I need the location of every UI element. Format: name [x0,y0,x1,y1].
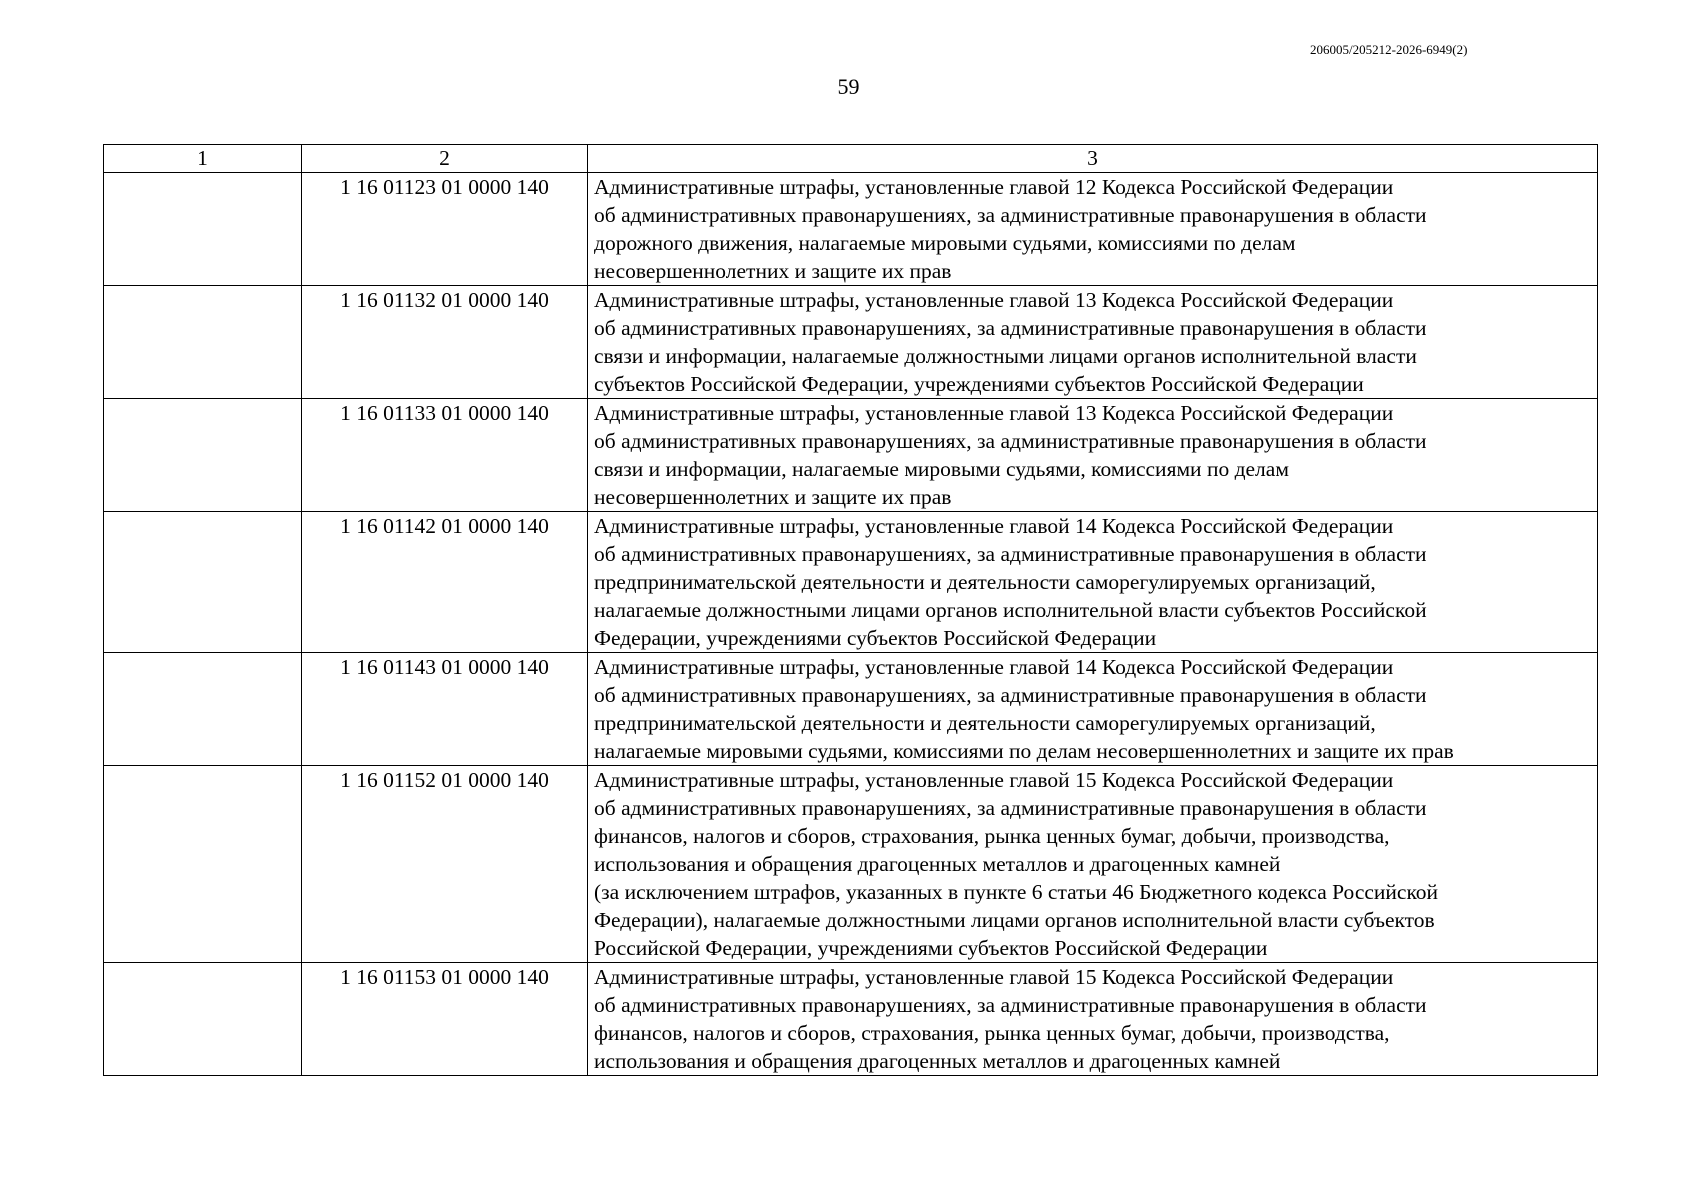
description-cell [588,653,1598,766]
budget-code-cell: 1 16 01142 01 0000 140 [302,512,588,653]
description-line: дорожного движения, налагаемые мировыми судьями, комиссиями по делам [594,231,1296,255]
table-header-row [104,145,1598,173]
description-line: субъектов Российской Федерации, учреждениями субъектов Российской Федерации [594,372,1364,396]
description-cell [588,766,1598,963]
row-col1-cell [104,173,302,286]
budget-code-cell: 1 16 01143 01 0000 140 [302,653,588,766]
table-row [104,173,1598,286]
description-line: налагаемые должностными лицами органов исполнительной власти субъектов Российской [594,598,1427,622]
table-row [104,653,1598,766]
row-col1-cell [104,963,302,1076]
description-line: Административные штрафы, установленные главой 14 Кодекса Российской Федерации [594,655,1394,679]
row-col1-cell [104,286,302,399]
description-line: несовершеннолетних и защите их прав [594,485,952,509]
description-line: об административных правонарушениях, за административные правонарушения в области [594,203,1427,227]
description-line: об административных правонарушениях, за административные правонарушения в области [594,993,1427,1017]
description-cell [588,286,1598,399]
description-line: Российской Федерации, учреждениями субъектов Российской Федерации [594,936,1268,960]
description-line: предпринимательской деятельности и деятельности саморегулируемых организаций, [594,711,1376,735]
description-line: Федерации), налагаемые должностными лицами органов исполнительной власти субъектов [594,908,1435,932]
description-line: налагаемые мировыми судьями, комиссиями по делам несовершеннолетних и защите их прав [594,739,1454,763]
description-line: Административные штрафы, установленные главой 14 Кодекса Российской Федерации [594,514,1394,538]
description-line: Административные штрафы, установленные главой 13 Кодекса Российской Федерации [594,401,1394,425]
row-col1-cell [104,653,302,766]
row-col1-cell [104,766,302,963]
table-row [104,963,1598,1076]
budget-code-cell: 1 16 01152 01 0000 140 [302,766,588,963]
description-line: связи и информации, налагаемые должностными лицами органов исполнительной власти [594,344,1417,368]
budget-code-cell: 1 16 01133 01 0000 140 [302,399,588,512]
row-col1-cell [104,512,302,653]
description-line: об административных правонарушениях, за административные правонарушения в области [594,796,1427,820]
description-cell [588,963,1598,1076]
description-line: Федерации, учреждениями субъектов Российской Федерации [594,626,1157,650]
header-cell-2: 2 [302,145,588,173]
table-body [104,145,1598,1076]
description-line: связи и информации, налагаемые мировыми судьями, комиссиями по делам [594,457,1289,481]
description-line: об административных правонарушениях, за административные правонарушения в области [594,542,1427,566]
description-line: использования и обращения драгоценных металлов и драгоценных камней [594,852,1281,876]
table-row [104,286,1598,399]
description-line: Административные штрафы, установленные главой 12 Кодекса Российской Федерации [594,175,1394,199]
budget-code-cell: 1 16 01153 01 0000 140 [302,963,588,1076]
header-cell-1: 1 [104,145,302,173]
budget-code-cell: 1 16 01123 01 0000 140 [302,173,588,286]
table-row [104,512,1598,653]
description-cell [588,512,1598,653]
description-cell [588,173,1598,286]
table-row [104,766,1598,963]
document-id: 206005/205212-2026-6949(2) [1310,42,1468,57]
row-col1-cell [104,399,302,512]
description-line: (за исключением штрафов, указанных в пункте 6 статьи 46 Бюджетного кодекса Российской [594,880,1439,904]
description-line: Административные штрафы, установленные главой 13 Кодекса Российской Федерации [594,288,1394,312]
description-line: финансов, налогов и сборов, страхования, рынка ценных бумаг, добычи, производства, [594,1021,1390,1045]
description-line: предпринимательской деятельности и деятельности саморегулируемых организаций, [594,570,1376,594]
table-row [104,399,1598,512]
description-line: об административных правонарушениях, за административные правонарушения в области [594,683,1427,707]
header-cell-3: 3 [588,145,1598,173]
budget-code-cell: 1 16 01132 01 0000 140 [302,286,588,399]
budget-codes-table [103,144,1598,1076]
description-line: использования и обращения драгоценных металлов и драгоценных камней [594,1049,1281,1073]
description-line: Административные штрафы, установленные главой 15 Кодекса Российской Федерации [594,768,1394,792]
description-line: об административных правонарушениях, за административные правонарушения в области [594,316,1427,340]
page-number: 59 [837,74,860,99]
description-line: финансов, налогов и сборов, страхования, рынка ценных бумаг, добычи, производства, [594,824,1390,848]
description-line: об административных правонарушениях, за административные правонарушения в области [594,429,1427,453]
description-line: несовершеннолетних и защите их прав [594,259,952,283]
description-line: Административные штрафы, установленные главой 15 Кодекса Российской Федерации [594,965,1394,989]
description-cell [588,399,1598,512]
